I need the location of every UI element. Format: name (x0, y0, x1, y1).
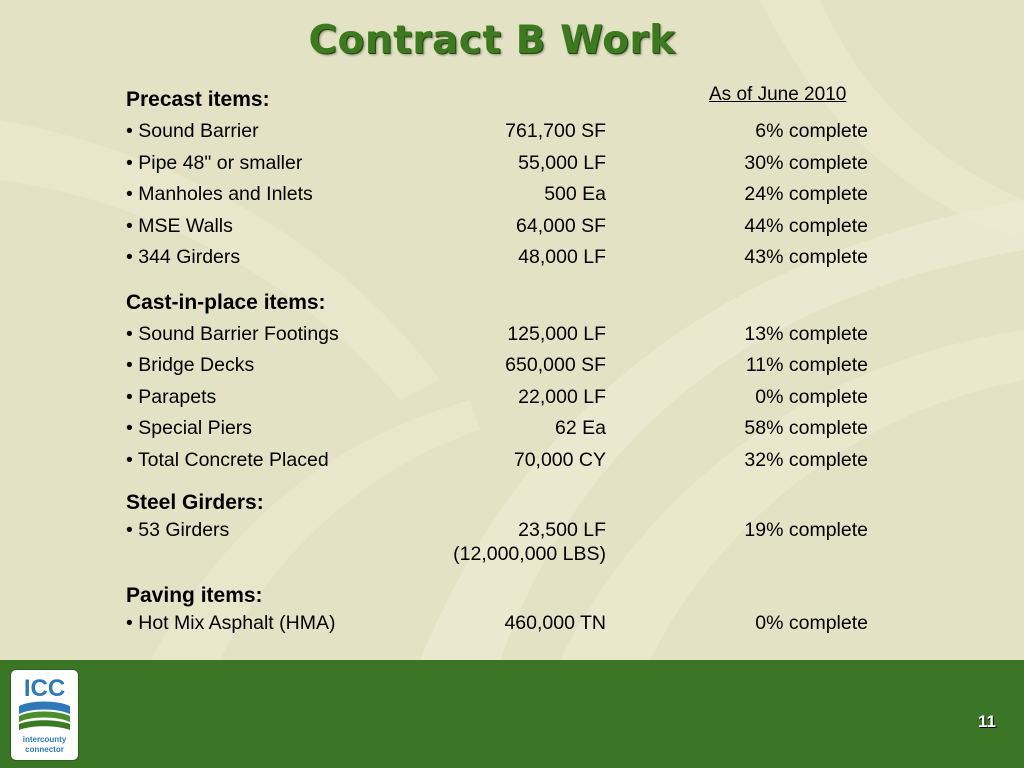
list-item (126, 319, 886, 351)
item-quantity: 48,000 LF (518, 246, 606, 268)
as-of-date: As of June 2010 (709, 84, 847, 105)
item-progress: 0% complete (755, 385, 868, 408)
item-quantity: 500 Ea (544, 183, 606, 205)
item-name: • Special Piers (126, 417, 253, 439)
list-item (126, 116, 886, 148)
footer-band (0, 660, 1024, 768)
item-progress: 30% complete (744, 151, 868, 174)
item-progress: 0% complete (755, 612, 868, 634)
item-quantity: 23,500 LF (518, 519, 606, 541)
item-quantity: 62 Ea (555, 417, 606, 439)
item-name: • Bridge Decks (126, 354, 255, 376)
icc-logo (10, 669, 79, 761)
list-item (126, 445, 886, 477)
item-quantity: 64,000 SF (516, 214, 606, 237)
item-name: • Hot Mix Asphalt (HMA) (126, 612, 336, 634)
item-name: • MSE Walls (126, 214, 233, 237)
item-progress: 43% complete (744, 246, 868, 268)
item-progress: 58% complete (744, 417, 868, 439)
item-name: • Parapets (126, 385, 217, 408)
item-progress: 11% complete (745, 354, 868, 376)
list-item (126, 413, 886, 445)
section-heading: Paving items: (126, 584, 263, 607)
item-name: • Pipe 48" or smaller (126, 151, 303, 174)
item-progress: 32% complete (744, 448, 868, 471)
section-heading: Precast items: (126, 88, 270, 111)
list-item (126, 211, 886, 243)
icc-logo-graphic (11, 670, 78, 760)
item-quantity: 22,000 LF (518, 385, 606, 408)
content-list (126, 84, 886, 649)
item-quantity: 761,700 SF (505, 120, 606, 142)
list-item (126, 610, 886, 636)
list-item (126, 179, 886, 211)
section-paving (126, 582, 886, 636)
item-quantity: 460,000 TN (504, 612, 606, 634)
item-name: • 344 Girders (126, 246, 241, 268)
list-item (126, 517, 886, 543)
section-steel-girders (126, 489, 886, 569)
logo-subtext-1: intercounty (22, 735, 67, 744)
item-progress: 19% complete (744, 519, 868, 541)
section-heading: Cast-in-place items: (126, 290, 326, 314)
list-item (126, 382, 886, 414)
logo-subtext-2: connector (25, 745, 64, 754)
item-quantity: 55,000 LF (518, 151, 606, 174)
list-item (126, 148, 886, 180)
item-progress: 24% complete (744, 183, 868, 205)
list-item-detail (126, 543, 886, 569)
list-item (126, 242, 886, 274)
item-quantity: 70,000 CY (513, 448, 606, 471)
item-name: • Sound Barrier (126, 120, 259, 142)
item-progress: 44% complete (744, 214, 868, 237)
section-cast-in-place (126, 287, 886, 477)
item-name: • Total Concrete Placed (126, 448, 329, 471)
item-name: • 53 Girders (126, 519, 230, 541)
page-number: 11 (978, 712, 996, 731)
logo-text: ICC (23, 675, 66, 702)
slide-title: Contract B Work (308, 18, 676, 63)
item-name: • Sound Barrier Footings (126, 322, 339, 345)
item-progress: 13% complete (744, 322, 868, 345)
section-heading: Steel Girders: (126, 491, 264, 514)
item-name: • Manholes and Inlets (126, 183, 313, 205)
item-quantity-weight: (12,000,000 LBS) (453, 543, 606, 565)
list-item (126, 350, 886, 382)
section-precast (126, 84, 886, 274)
item-quantity: 125,000 LF (507, 322, 606, 345)
item-progress: 6% complete (755, 120, 868, 142)
item-quantity: 650,000 SF (505, 354, 606, 376)
